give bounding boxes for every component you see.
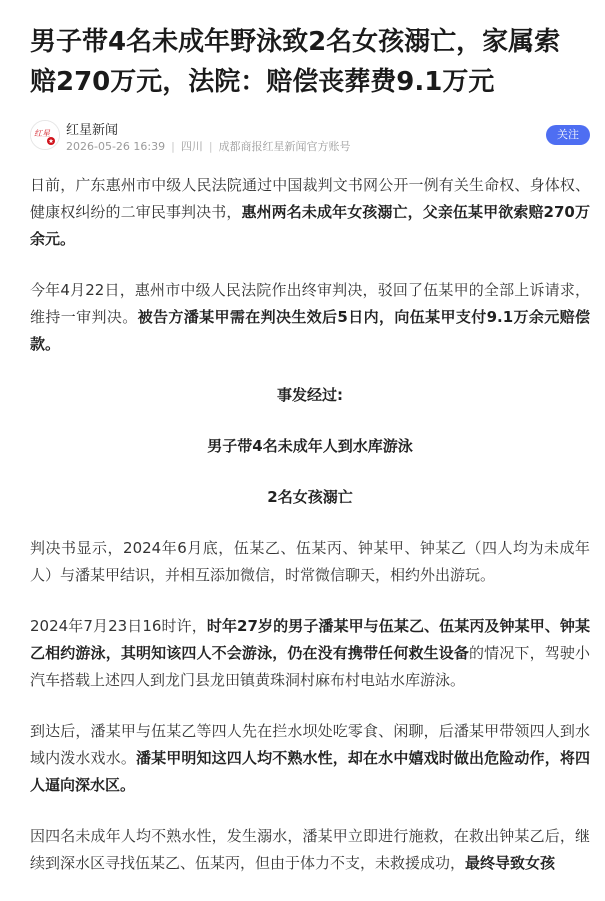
section-heading: 事发经过: [277, 386, 343, 404]
hongxing-logo-icon [31, 121, 59, 149]
author-description: 成都商报红星新闻官方账号 [218, 140, 351, 153]
post-meta [66, 138, 357, 154]
paragraph: 今年4月22日，惠州市中级人民法院作出终审判决，驳回了伍某甲的全部上诉请求，维持一审判决。被告方潘某甲需在判决生效后5日内，向伍某甲支付9.1万余元赔偿款。 [30, 281, 590, 353]
post-location: 四川 [180, 140, 203, 153]
article-body [30, 172, 590, 901]
article-title: 男子带4名未成年野泳致2名女孩溺亡，家属索赔270万元，法院：赔偿丧葬费9.1万元 [30, 27, 561, 97]
author-name[interactable]: 红星新闻 [66, 123, 119, 138]
section-heading: 2名女孩溺亡 [267, 488, 353, 506]
paragraph: 判决书显示，2024年6月底，伍某乙、伍某丙、钟某甲、钟某乙（四人均为未成年人）与潘某甲结识，并相互添加微信，时常微信聊天，相约外出游玩。 [30, 539, 590, 584]
section-heading: 男子带4名未成年人到水库游泳 [207, 437, 413, 455]
paragraph: 2024年7月23日16时许，时年27岁的男子潘某甲与伍某乙、伍某丙及钟某甲、钟某乙相约游泳，其明知该四人不会游泳，仍在没有携带任何救生设备的情况下，驾驶小汽车搭载上述四人到龙门县龙田镇黄珠洞村麻布村电站水库游泳。 [30, 617, 590, 689]
paragraph: 到达后，潘某甲与伍某乙等四人先在拦水坝处吃零食、闲聊，后潘某甲带领四人到水域内泼水戏水。潘某甲明知这四人均不熟水性，却在水中嬉戏时做出危险动作，将四人逼向深水区。 [30, 722, 590, 794]
svg-text:红星: 红星 [34, 129, 50, 138]
meta-divider: | [171, 140, 175, 153]
meta-divider: | [208, 140, 213, 153]
author-avatar[interactable] [30, 120, 60, 150]
post-datetime: 2026-05-26 16:39 [66, 140, 166, 153]
paragraph: 因四名未成年人均不熟水性，发生溺水，潘某甲立即进行施救，在救出钟某乙后，继续到深水区寻找伍某乙、伍某丙，但由于体力不支，未救援成功，最终导致女孩 [30, 827, 590, 872]
follow-button[interactable]: 关注 [546, 125, 590, 145]
paragraph: 日前，广东惠州市中级人民法院通过中国裁判文书网公开一例有关生命权、身体权、健康权纠纷的二审民事判决书，惠州两名未成年女孩溺亡，父亲伍某甲欲索赔270万余元。 [30, 176, 590, 248]
author-bar [30, 118, 590, 154]
